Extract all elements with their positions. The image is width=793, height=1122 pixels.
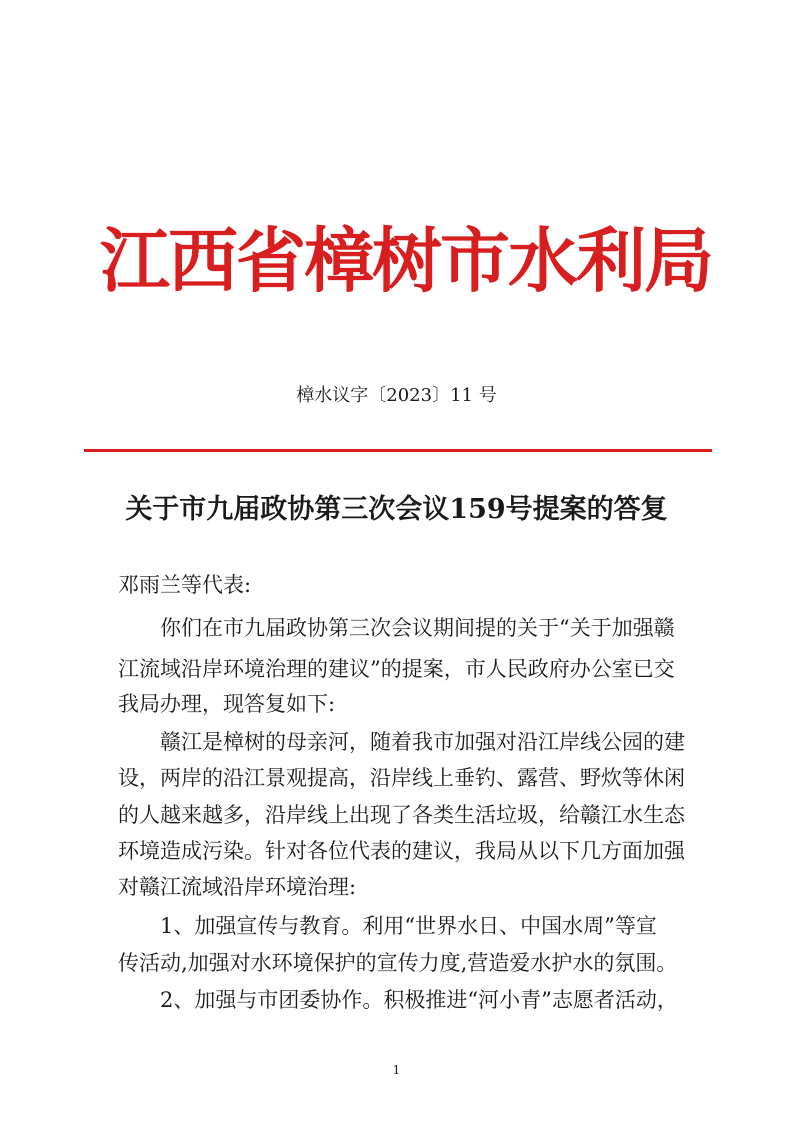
body-line: 的人越来越多，沿岸线上出现了各类生活垃圾，给赣江水生态 bbox=[118, 803, 685, 827]
body-line: 环境造成污染。针对各位代表的建议，我局从以下几方面加强 bbox=[118, 839, 685, 863]
body-line: 我局办理，现答复如下: bbox=[118, 692, 336, 716]
body-line: 设，两岸的沿江景观提高，沿岸线上垂钓、露营、野炊等休闲 bbox=[118, 766, 685, 790]
page-number: 1 bbox=[392, 1063, 401, 1077]
body-line: 2、加强与市团委协作。积极推进“河小青”志愿者活动， bbox=[160, 988, 678, 1012]
red-divider-line bbox=[84, 449, 712, 452]
document-number: 樟水议字〔2023〕11 号 bbox=[296, 385, 497, 406]
body-line: 江流域沿岸环境治理的建议”的提案，市人民政府办公室已交 bbox=[118, 657, 675, 681]
body-line: 1、加强宣传与教育。利用“世界水日、中国水周”等宣 bbox=[160, 914, 657, 938]
organization-header: 江西省樟树市水利局 bbox=[100, 220, 712, 302]
salutation: 邓雨兰等代表: bbox=[118, 573, 252, 597]
body-line: 对赣江流域沿岸环境治理: bbox=[118, 875, 357, 899]
body-line: 传活动,加强对水环境保护的宣传力度,营造爱水护水的氛围。 bbox=[118, 951, 678, 975]
body-line: 赣江是樟树的母亲河，随着我市加强对沿江岸线公园的建 bbox=[160, 730, 685, 754]
body-line: 你们在市九届政协第三次会议期间提的关于“关于加强赣 bbox=[160, 616, 675, 640]
document-title: 关于市九届政协第三次会议159号提案的答复 bbox=[125, 494, 668, 525]
